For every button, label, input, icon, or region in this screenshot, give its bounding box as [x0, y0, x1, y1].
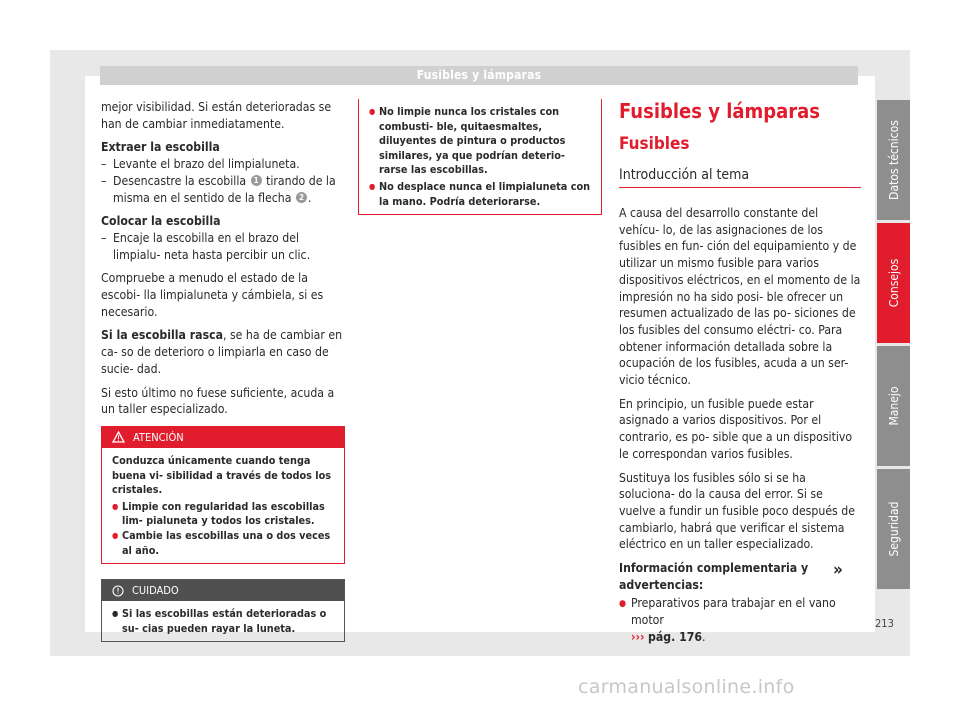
suficiente-paragraph: Si esto último no fuese suficiente, acuda a un taller especializado.: [101, 385, 335, 417]
intro-paragraph: mejor visibilidad. Si están deterioradas se han de cambiar inmediatamente.: [101, 100, 332, 131]
page-number: 213: [875, 617, 894, 630]
info-heading: Información complementaria y advertencias:: [619, 561, 809, 592]
watermark: carmanualsonline.info: [578, 676, 795, 698]
colocar-step-1: – Encaje la escobilla en el brazo del limpialu- neta hasta percibir un clic.: [101, 230, 345, 263]
link-arrows-icon: ›››: [631, 629, 645, 644]
info-bullet-text: Preparativos para trabajar en el vano motor: [631, 596, 836, 628]
continue-arrow-icon: »: [833, 560, 843, 580]
colocar-heading: Colocar la escobilla: [101, 214, 221, 229]
extraer-step-2-text-c: .: [307, 190, 312, 205]
section-title: Fusibles: [619, 134, 690, 154]
atencion-continued-body: [359, 99, 601, 214]
atencion-item: ● Limpie con regularidad las escobillas lim- pialuneta y todos los cristales.: [112, 500, 334, 529]
colocar-steps: [101, 230, 345, 263]
rasca-bold: Si la escobilla rasca: [101, 328, 223, 343]
callout-2-badge: 2: [296, 192, 307, 203]
extraer-steps: [101, 156, 345, 206]
extraer-step-1: – Levante el brazo del limpialuneta.: [101, 156, 345, 173]
rasca-paragraph: [101, 327, 345, 377]
page-reference-link[interactable]: pág. 176: [648, 629, 703, 644]
atencion-item: ● Cambie las escobillas una o dos veces al año.: [112, 529, 334, 558]
tab-seguridad[interactable]: [877, 469, 910, 589]
paragraph-2: En principio, un fusible puede estar asignado a varios dispositivos. Por el contrario, es po- sible que a un dispositivo le correspondan varios fusibles.: [619, 396, 853, 461]
atencion-header: [102, 427, 344, 448]
tab-label: Seguridad: [886, 501, 901, 557]
subsection-title: Introducción al tema: [619, 166, 861, 188]
link-period: .: [702, 629, 706, 644]
paragraph-3: Sustituya los fusibles sólo si se ha soluciona- do la causa del error. Si se vuelve a fundir un fusible poco después de cambiarlo, habrá que verificar el sistema eléctrico en un taller especializado.: [619, 470, 855, 552]
cuidado-title: CUIDADO: [132, 584, 179, 598]
atencion-text: Conduzca únicamente cuando tenga buena vi- sibilidad a través de todos los cristales.: [112, 453, 332, 497]
atencion-item: ● No desplace nunca el limpialuneta con la mano. Podría deteriorarse.: [369, 180, 591, 209]
compruebe-paragraph: Compruebe a menudo el estado de la escobi- lla limpialuneta y cámbiela, si es necesario.: [101, 271, 324, 319]
paragraph-1: A causa del desarrollo constante del vehícu- lo, de las asignaciones de los fusibles en fun- ción del equipamiento y de utilizar un mismo fusible para varios dispositivos eléctricos, en el momento de la impresión no ha sido posi- ble ofrecer un resumen actualizado de las po- siciones de los fusibles del consumo eléctri- co. Para obtener información detallada sobre la ocupación de los fusibles, acuda a un ser- vicio técnico.: [619, 206, 861, 388]
tab-datos-tecnicos[interactable]: [877, 100, 910, 220]
extraer-step-2-text-b: tirando de la misma en el sentido de la flecha: [113, 173, 336, 205]
atencion-box: [101, 426, 345, 564]
extraer-heading: Extraer la escobilla: [101, 140, 220, 155]
tab-label: Datos técnicos: [886, 120, 901, 200]
atencion-title: ATENCIÓN: [133, 430, 184, 444]
callout-1-badge: 1: [251, 175, 262, 186]
cuidado-header: [102, 580, 344, 601]
atencion-box-continued: [358, 99, 602, 215]
cuidado-item: ● Si las escobillas están deterioradas o su- cias pueden rayar la luneta.: [112, 607, 334, 636]
extraer-step-2-text-a: Desencastre la escobilla: [113, 173, 247, 188]
atencion-body: [102, 448, 344, 563]
atencion-item: ● No limpie nunca los cristales con combusti- ble, quitaesmaltes, diluyentes de pintura o productos similares, ya que podrían deterio- rarse las escobillas.: [369, 105, 591, 178]
warning-triangle-icon: [112, 431, 125, 443]
cuidado-body: [102, 601, 344, 641]
info-bullet: [619, 595, 861, 645]
column-1: [101, 99, 345, 642]
tab-manejo[interactable]: [877, 346, 910, 466]
column-2: [358, 99, 602, 215]
cuidado-box: [101, 579, 345, 642]
rasca-text: , se ha de cambiar en ca- so de deterioro o limpiarla en caso de sucie- dad.: [101, 328, 343, 376]
column-3: [619, 99, 861, 646]
info-circle-icon: [112, 585, 124, 597]
tab-label: Manejo: [886, 386, 901, 426]
running-header: Fusibles y lámparas: [100, 66, 858, 85]
chapter-title: Fusibles y lámparas: [619, 99, 820, 123]
tab-consejos[interactable]: [877, 223, 910, 343]
extraer-step-2: [101, 173, 345, 206]
tab-label: Consejos: [886, 258, 901, 308]
